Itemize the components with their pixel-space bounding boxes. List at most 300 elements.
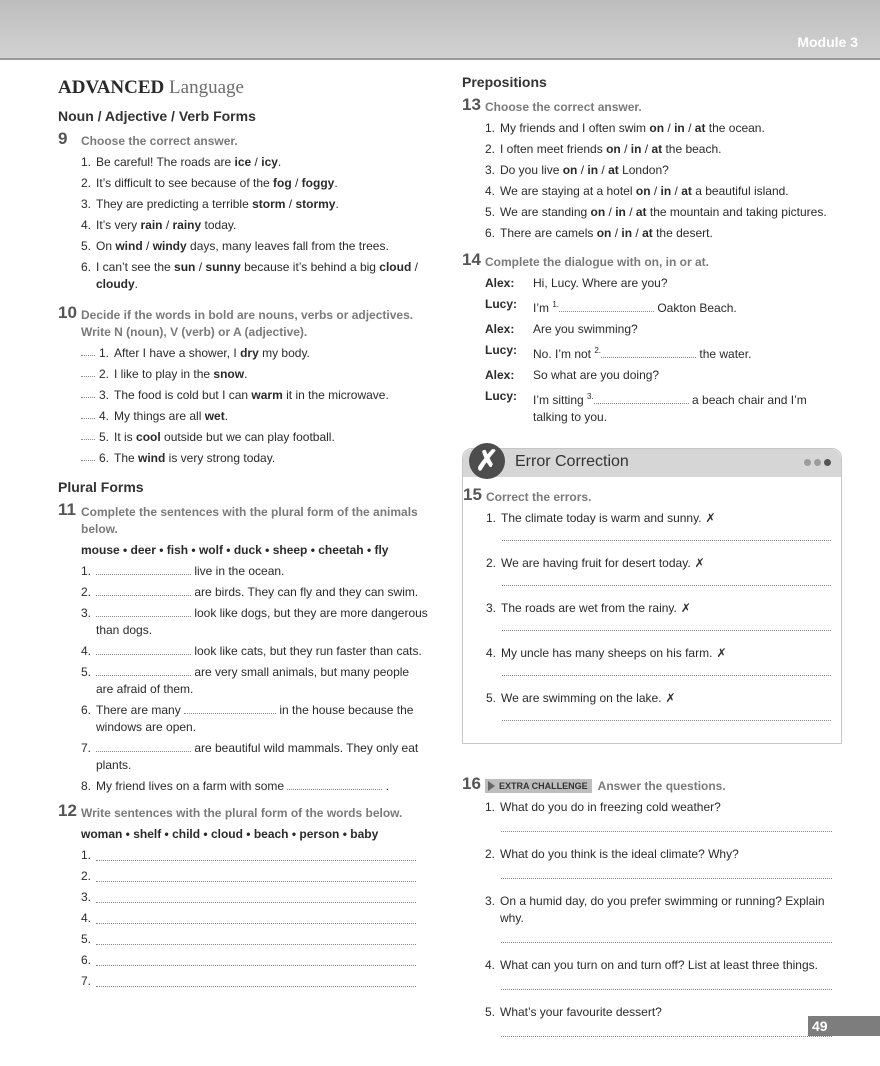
answer-line[interactable] <box>96 931 416 945</box>
section-plural-forms: Plural Forms <box>58 479 144 495</box>
text: / <box>632 226 643 240</box>
speaker: Lucy: <box>485 297 518 311</box>
section-prepositions: Prepositions <box>462 74 547 90</box>
list-item <box>81 238 428 255</box>
item-number: 3. <box>81 606 92 620</box>
text: / <box>671 184 682 198</box>
text: Do you live <box>500 163 563 177</box>
answer-blank[interactable] <box>96 644 191 655</box>
speaker: Alex: <box>485 276 515 290</box>
text: / <box>605 205 616 219</box>
item-text <box>501 645 841 662</box>
item-number: 1. <box>99 346 110 360</box>
list-item <box>485 141 842 158</box>
item-number: 3. <box>486 601 497 615</box>
answer-row <box>81 910 428 927</box>
text: . <box>277 155 282 169</box>
extra-challenge-badge: EXTRA CHALLENGE <box>485 779 592 793</box>
dialogue-line <box>485 342 842 363</box>
page-number: 49 <box>808 1016 880 1036</box>
list-item <box>81 259 428 293</box>
bold-word: cloud <box>379 260 412 274</box>
text: . <box>244 367 248 381</box>
answer-blank[interactable] <box>96 665 191 676</box>
dialogue-text <box>533 275 842 292</box>
bold-word: dry <box>240 346 259 360</box>
text: Oakton Beach. <box>654 301 737 315</box>
item-text <box>96 563 428 580</box>
text: / <box>251 155 262 169</box>
cross-icon: ✗ <box>469 443 505 479</box>
bold-word: snow <box>213 367 245 381</box>
item-text <box>501 555 841 572</box>
cross-mark-icon: ✗ <box>705 511 716 525</box>
item-number: 4. <box>485 958 496 972</box>
sentence: My uncle has many sheeps on his farm. <box>501 646 713 660</box>
dialogue-line <box>485 275 842 292</box>
text: We are staying at a hotel <box>500 184 636 198</box>
answer-line[interactable] <box>501 982 832 990</box>
item-text <box>96 605 428 639</box>
text: / <box>411 260 418 274</box>
text: After I have a shower, I <box>114 346 241 360</box>
item-number: 1. <box>81 848 92 862</box>
error-correction-box <box>462 445 842 744</box>
list-item <box>81 664 428 698</box>
bold-word: wind <box>115 239 143 253</box>
list-item <box>485 1004 842 1021</box>
text: Are you swimming? <box>533 322 638 336</box>
answer-blank[interactable] <box>81 408 95 419</box>
answer-line[interactable] <box>502 578 831 586</box>
list-item <box>81 366 428 383</box>
bold-word: sunny <box>205 260 241 274</box>
text: . <box>224 409 229 423</box>
bold-word: cloudy <box>96 277 135 291</box>
text: / <box>162 218 173 232</box>
answer-blank[interactable] <box>559 301 654 312</box>
bold-word: windy <box>152 239 187 253</box>
title-rest: Language <box>169 77 244 98</box>
item-text <box>114 366 428 383</box>
item-text <box>96 196 428 213</box>
exercise-instruction: Choose the correct answer. <box>485 100 642 114</box>
item-text <box>96 238 428 255</box>
text: outside but we can play football. <box>160 430 335 444</box>
answer-blank[interactable] <box>601 347 696 358</box>
text: I’m sitting <box>533 393 588 407</box>
bold-word: in <box>630 142 642 156</box>
text: is very strong today. <box>165 451 276 465</box>
bold-word: cool <box>136 430 161 444</box>
item-number: 2. <box>81 585 92 599</box>
item-number: 2. <box>99 367 110 381</box>
item-text <box>96 702 428 736</box>
dialogue-line <box>485 367 842 384</box>
text: / <box>625 205 636 219</box>
text: So what are you doing? <box>533 368 660 382</box>
text: I’m <box>533 301 553 315</box>
text: Hi, Lucy. Where are you? <box>533 276 668 290</box>
item-number: 3. <box>485 163 496 177</box>
answer-blank[interactable] <box>287 779 382 790</box>
left-column <box>58 74 428 994</box>
item-text <box>500 120 842 137</box>
question-text: What can you turn on and turn off? List at least three things. <box>500 958 818 972</box>
item-number: 2. <box>486 556 497 570</box>
exercise-12-lines <box>58 847 428 990</box>
answer-line[interactable] <box>502 533 831 541</box>
answer-row <box>81 868 428 885</box>
text: / <box>142 239 153 253</box>
answer-line[interactable] <box>96 868 416 882</box>
item-text <box>501 690 841 707</box>
item-number: 2. <box>81 869 92 883</box>
bold-word: foggy <box>301 176 335 190</box>
list-item <box>81 387 428 404</box>
bold-word: rainy <box>172 218 202 232</box>
text: . <box>382 779 390 793</box>
item-text <box>500 141 842 158</box>
item-number: 1. <box>486 511 497 525</box>
answer-line[interactable] <box>501 1029 832 1037</box>
text: / <box>195 260 206 274</box>
text: / <box>291 176 302 190</box>
text: / <box>664 121 675 135</box>
cross-mark-icon: ✗ <box>665 691 676 705</box>
item-text <box>114 408 428 425</box>
dialogue <box>462 275 842 426</box>
item-text <box>501 510 841 527</box>
item-number: 3. <box>99 388 110 402</box>
text: I often meet friends <box>500 142 607 156</box>
item-number: 3. <box>81 197 92 211</box>
item-text <box>114 345 428 362</box>
text: The food is cold but I can <box>114 388 252 402</box>
item-number: 2. <box>81 176 92 190</box>
answer-blank[interactable] <box>81 387 95 398</box>
exercise-instruction: Answer the questions. <box>597 779 726 793</box>
cross-mark-icon: ✗ <box>680 601 691 615</box>
item-text <box>96 664 428 698</box>
text: are very small animals, but many people are afraid of them. <box>96 665 410 696</box>
bold-word: ice <box>234 155 252 169</box>
text: I like to play in the <box>114 367 214 381</box>
speaker: Lucy: <box>485 343 518 357</box>
text: look like cats, but they run faster than cats. <box>191 644 422 658</box>
list-item <box>485 846 842 863</box>
speaker: Alex: <box>485 322 515 336</box>
list-item <box>81 175 428 192</box>
text: the water. <box>696 347 752 361</box>
text: My friends and I often swim <box>500 121 650 135</box>
exercise-instruction: Decide if the words in bold are nouns, verbs or adjectives. Write N (noun), V (verb) or A (adjective). <box>81 308 414 339</box>
bold-word: at <box>681 184 692 198</box>
word-box: woman • shelf • child • cloud • beach • person • baby <box>81 827 379 841</box>
question-text: On a humid day, do you prefer swimming or running? Explain why. <box>500 894 825 925</box>
item-text <box>96 259 428 293</box>
text: It’s very <box>96 218 141 232</box>
text: the beach. <box>662 142 722 156</box>
item-number: 4. <box>486 646 497 660</box>
exercise-12 <box>58 801 428 990</box>
item-number: 5. <box>486 691 497 705</box>
bold-word: on <box>635 184 651 198</box>
text: / <box>285 197 296 211</box>
answer-line[interactable] <box>501 824 832 832</box>
bold-word: at <box>608 163 619 177</box>
text: the desert. <box>652 226 713 240</box>
section-noun-adjective-verb: Noun / Adjective / Verb Forms <box>58 108 256 124</box>
item-number: 4. <box>485 184 496 198</box>
item-number: 7. <box>81 974 92 988</box>
list-item <box>485 204 842 221</box>
question-text: What do you think is the ideal climate? Why? <box>500 847 739 861</box>
bold-word: storm <box>252 197 286 211</box>
bold-word: sun <box>174 260 196 274</box>
answer-blank[interactable] <box>81 345 95 356</box>
text: the mountain and taking pictures. <box>646 205 827 219</box>
answer-line[interactable] <box>502 623 831 631</box>
item-number: 5. <box>81 239 92 253</box>
bold-word: on <box>562 163 578 177</box>
exercise-11-list <box>58 563 428 795</box>
list-item <box>485 162 842 179</box>
text: my body. <box>258 346 310 360</box>
answer-line[interactable] <box>96 952 416 966</box>
item-text <box>114 387 428 404</box>
text: Be careful! The roads are <box>96 155 235 169</box>
word-box: mouse • deer • fish • wolf • duck • sheep • cheetah • fly <box>81 543 389 557</box>
text: / <box>598 163 609 177</box>
text: days, many leaves fall from the trees. <box>186 239 389 253</box>
dialogue-line <box>485 321 842 338</box>
item-number: 5. <box>81 665 92 679</box>
answer-line[interactable] <box>96 973 416 987</box>
text: / <box>611 226 622 240</box>
text: look like dogs, but they are more dangerous than dogs. <box>96 606 428 637</box>
bold-word: stormy <box>295 197 336 211</box>
item-number: 1. <box>485 800 496 814</box>
text: I can’t see the <box>96 260 175 274</box>
page-title <box>58 74 428 102</box>
item-number: 3. <box>485 894 496 908</box>
item-number: 1. <box>81 564 92 578</box>
text: are birds. They can fly and they can swim. <box>191 585 419 599</box>
item-number: 4. <box>99 409 110 423</box>
exercise-instruction: Complete the dialogue with on, in or at. <box>485 255 710 269</box>
bold-word: on <box>590 205 606 219</box>
item-number: 8. <box>81 779 92 793</box>
answer-row <box>81 889 428 906</box>
list-item <box>485 893 842 927</box>
list-item <box>485 225 842 242</box>
text: are beautiful wild mammals. They only eat plants. <box>96 741 419 772</box>
item-number: 6. <box>81 703 92 717</box>
answer-blank[interactable] <box>81 366 95 377</box>
answer-blank[interactable] <box>96 606 191 617</box>
exercise-number: 9 <box>58 129 68 148</box>
item-text <box>96 643 428 660</box>
text: They are predicting a terrible <box>96 197 253 211</box>
list-item <box>81 429 428 446</box>
item-number: 5. <box>81 932 92 946</box>
exercise-number: 13 <box>462 95 481 114</box>
item-text <box>500 183 842 200</box>
text: On <box>96 239 116 253</box>
exercise-number: 15 <box>463 485 482 504</box>
bold-word: in <box>615 205 626 219</box>
item-number: 2. <box>485 142 496 156</box>
dialogue-text <box>533 388 842 426</box>
item-number: 1. <box>485 121 496 135</box>
exercise-9 <box>58 129 428 293</box>
text: It’s difficult to see because of the <box>96 176 273 190</box>
item-number: 6. <box>99 451 110 465</box>
item-text <box>114 450 428 467</box>
exercise-10-list <box>58 345 428 467</box>
item-text <box>96 778 428 795</box>
exercise-16-list <box>462 799 842 1037</box>
answer-blank[interactable] <box>81 450 95 461</box>
bold-word: rain <box>140 218 163 232</box>
text: today. <box>201 218 237 232</box>
footnote-number: 3. <box>587 392 594 401</box>
dialogue-text <box>533 296 842 317</box>
list-item <box>486 510 841 527</box>
answer-line[interactable] <box>501 935 832 943</box>
sentence: We are having fruit for desert today. <box>501 556 691 570</box>
question-text: What do you do in freezing cold weather? <box>500 800 721 814</box>
cross-mark-icon: ✗ <box>694 556 705 570</box>
bold-word: fog <box>273 176 292 190</box>
exercise-10 <box>58 303 428 467</box>
sentence: The climate today is warm and sunny. <box>501 511 702 525</box>
item-text <box>114 429 428 446</box>
list-item <box>486 600 841 617</box>
item-number: 4. <box>81 644 92 658</box>
exercise-number: 12 <box>58 801 77 820</box>
exercise-instruction: Correct the errors. <box>486 490 592 504</box>
text: No. I’m not <box>533 347 595 361</box>
bold-word: wind <box>138 451 166 465</box>
text: in the house because the windows are open. <box>96 703 414 734</box>
answer-row <box>81 973 428 990</box>
list-item <box>485 120 842 137</box>
list-item <box>81 345 428 362</box>
list-item <box>81 196 428 213</box>
error-correction-header <box>463 445 841 477</box>
item-number: 3. <box>81 890 92 904</box>
answer-line[interactable] <box>502 668 831 676</box>
list-item <box>486 555 841 572</box>
text: We are standing <box>500 205 591 219</box>
dots-icon <box>804 459 831 466</box>
dialogue-text <box>533 367 842 384</box>
text: There are many <box>96 703 185 717</box>
item-text <box>96 175 428 192</box>
bold-word: in <box>660 184 672 198</box>
footnote-number: 1. <box>552 300 560 309</box>
item-number: 6. <box>81 953 92 967</box>
answer-line[interactable] <box>96 910 416 924</box>
text: / <box>684 121 695 135</box>
item-number: 2. <box>485 847 496 861</box>
bold-word: warm <box>251 388 283 402</box>
header-bar <box>0 0 880 60</box>
exercise-number: 14 <box>462 250 481 269</box>
bold-word: on <box>649 121 665 135</box>
bold-word: on <box>606 142 621 156</box>
text: . <box>134 277 139 291</box>
list-item <box>486 645 841 662</box>
answer-blank[interactable] <box>96 585 191 596</box>
exercise-number: 16 <box>462 774 481 793</box>
bold-word: in <box>674 121 685 135</box>
answer-row <box>81 952 428 969</box>
answer-blank[interactable] <box>184 703 276 714</box>
bold-word: at <box>635 205 647 219</box>
text: It is <box>114 430 137 444</box>
answer-line[interactable] <box>96 847 416 861</box>
item-number: 6. <box>485 226 496 240</box>
error-correction-title: Error Correction <box>515 453 629 470</box>
text: because it’s behind a big <box>240 260 380 274</box>
answer-blank[interactable] <box>81 429 95 440</box>
exercise-14 <box>462 250 842 426</box>
bold-word: wet <box>204 409 225 423</box>
text: My friend lives on a farm with some <box>96 779 288 793</box>
item-number: 4. <box>81 911 92 925</box>
bold-word: icy <box>261 155 278 169</box>
list-item <box>485 957 842 974</box>
answer-line[interactable] <box>501 871 832 879</box>
exercise-13 <box>462 95 842 242</box>
answer-line[interactable] <box>96 889 416 903</box>
text: a beach chair and I’m talking to you. <box>533 393 807 424</box>
text: London? <box>618 163 669 177</box>
footnote-number: 2. <box>594 346 602 355</box>
list-item <box>81 217 428 234</box>
exercise-9-list <box>58 154 428 293</box>
bold-word: at <box>694 121 706 135</box>
item-text <box>96 217 428 234</box>
text: live in the ocean. <box>191 564 285 578</box>
answer-line[interactable] <box>502 713 831 721</box>
exercise-number: 11 <box>58 500 76 519</box>
item-text <box>500 162 842 179</box>
item-number: 6. <box>81 260 92 274</box>
exercise-instruction: Write sentences with the plural form of the words below. <box>81 806 403 820</box>
exercise-15-list <box>463 510 841 721</box>
bold-word: at <box>642 226 653 240</box>
item-text <box>501 600 841 617</box>
title-bold: ADVANCED <box>58 77 165 98</box>
module-label: Module 3 <box>797 34 858 50</box>
list-item <box>81 643 428 660</box>
item-text <box>500 204 842 221</box>
answer-blank[interactable] <box>96 564 191 575</box>
text: a beautiful island. <box>691 184 789 198</box>
list-item <box>81 778 428 795</box>
dialogue-line <box>485 388 842 426</box>
answer-blank[interactable] <box>96 741 191 752</box>
text: . <box>335 197 339 211</box>
bold-word: in <box>587 163 599 177</box>
list-item <box>485 183 842 200</box>
exercise-instruction: Complete the sentences with the plural form of the animals below. <box>81 505 418 536</box>
answer-blank[interactable] <box>594 393 689 404</box>
